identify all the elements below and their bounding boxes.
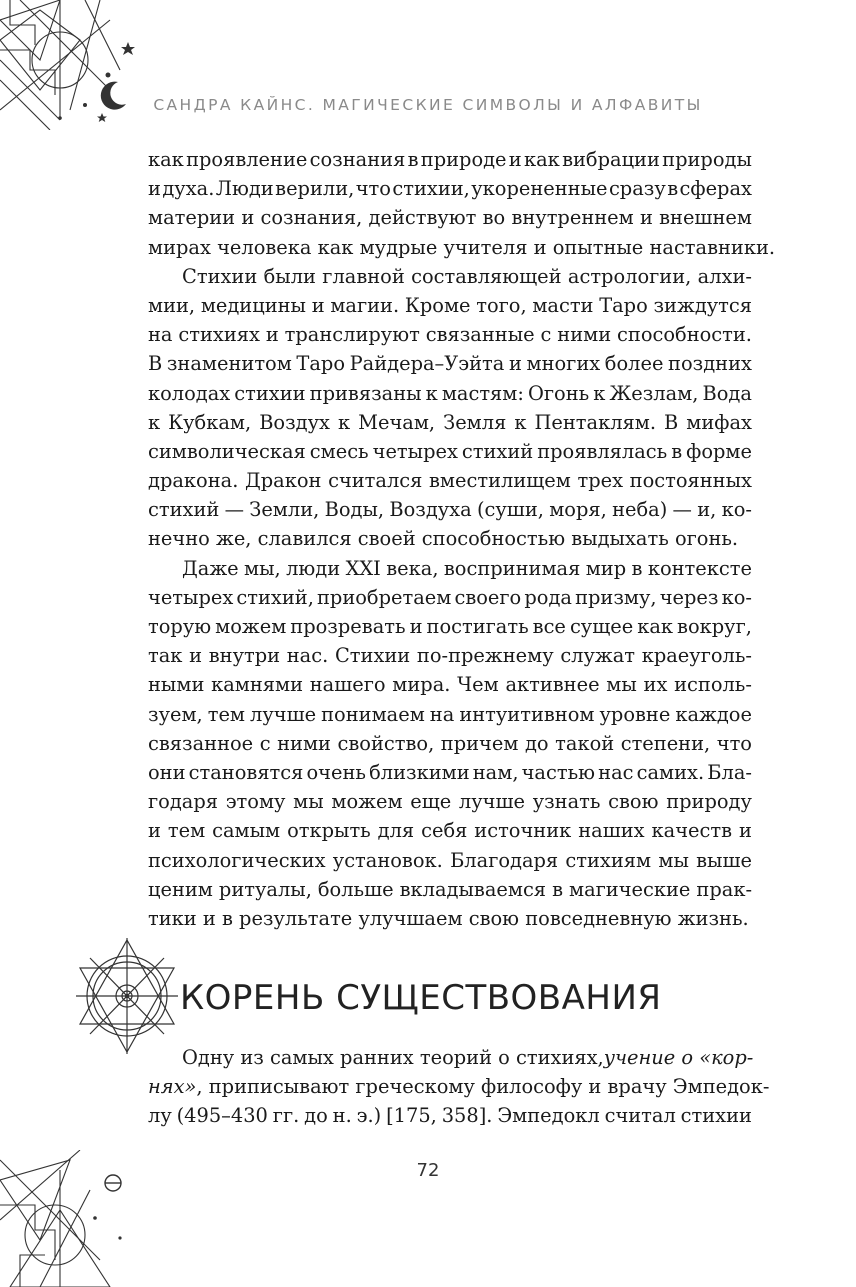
- word: на: [148, 323, 173, 347]
- text-line: [148, 233, 776, 262]
- word: наших: [578, 819, 645, 843]
- word: и: [241, 206, 255, 230]
- text-line: [148, 787, 752, 816]
- word: ко-: [721, 498, 752, 522]
- word: жизнь.: [677, 906, 749, 930]
- word: через: [659, 585, 719, 609]
- word: во: [482, 206, 506, 230]
- word: ритуалы,: [218, 877, 312, 901]
- word: как: [317, 235, 360, 259]
- word: их: [643, 673, 668, 697]
- word: символическая: [148, 439, 306, 463]
- word: рода: [524, 585, 572, 609]
- word: до: [304, 1104, 328, 1128]
- word: Мечам,: [358, 410, 436, 434]
- word: духа.: [162, 177, 215, 201]
- word: как: [637, 615, 674, 638]
- word: с: [259, 731, 271, 755]
- word: ценим: [148, 877, 213, 901]
- word: степени,: [620, 731, 711, 755]
- word: и: [148, 819, 161, 843]
- word: природе: [420, 148, 507, 171]
- text-line: [148, 1101, 752, 1130]
- word: прозревать: [290, 615, 406, 638]
- word: считал: [604, 1104, 676, 1128]
- word: Люди: [215, 177, 274, 201]
- word: знаменитом: [166, 352, 292, 376]
- word: и: [508, 148, 522, 171]
- word: нас: [598, 760, 634, 784]
- text-line: [148, 349, 752, 378]
- word: [175,: [386, 1104, 437, 1128]
- word: Благодаря: [450, 848, 559, 872]
- word: к: [425, 381, 438, 405]
- word: нас.: [286, 644, 329, 668]
- page-number: 72: [416, 1160, 440, 1181]
- word: воспринимая: [443, 556, 581, 580]
- word: в: [667, 177, 679, 201]
- word: века,: [386, 556, 439, 580]
- word: и: [265, 323, 279, 347]
- word: многих: [526, 352, 601, 376]
- word: что: [716, 731, 752, 755]
- word: материи: [148, 206, 236, 230]
- word: считался: [328, 469, 423, 493]
- word: в: [552, 877, 563, 901]
- word: н.: [332, 1104, 352, 1128]
- text-line: [148, 291, 752, 320]
- word: вкладываемся: [399, 877, 547, 901]
- word: и: [533, 235, 553, 259]
- word: к: [338, 410, 351, 434]
- section-heading-row: [76, 938, 776, 1058]
- word: качеств: [651, 819, 733, 843]
- word: и: [508, 352, 522, 376]
- word: Даже: [182, 556, 239, 580]
- word: исполь-: [674, 673, 752, 697]
- text-line: [148, 816, 752, 845]
- word: Стихии: [182, 264, 258, 288]
- word: мифах: [686, 410, 752, 434]
- text-line: [148, 875, 752, 904]
- word: того,: [476, 293, 527, 317]
- word: алхи-: [697, 264, 752, 288]
- word: стихий,: [236, 585, 314, 609]
- word: Дракон: [244, 469, 322, 493]
- word: до: [524, 731, 549, 755]
- word: очень: [306, 760, 366, 784]
- word: как: [148, 148, 184, 171]
- word: XXI: [345, 556, 381, 580]
- word: —: [672, 498, 692, 522]
- word: постигать: [426, 615, 529, 638]
- text-fragment: , приписывают греческому философу и врачу Эмпедок-: [196, 1075, 770, 1099]
- word: выше: [696, 848, 752, 872]
- text-line: [148, 1072, 770, 1101]
- word: к: [148, 410, 161, 434]
- word: стихиям: [565, 848, 652, 872]
- word: медицины: [200, 293, 306, 317]
- word: Стихии: [334, 644, 411, 668]
- word: Таро: [296, 352, 346, 376]
- word: Воды,: [324, 498, 385, 522]
- word: и: [738, 819, 752, 843]
- word: Пентаклям.: [534, 410, 656, 434]
- word: стихии: [234, 381, 306, 405]
- word: в: [407, 148, 419, 171]
- section-heading: КОРЕНЬ СУЩЕСТВОВАНИЯ: [180, 978, 662, 1018]
- text-line: [148, 145, 752, 174]
- word: учителя: [443, 235, 534, 259]
- word: астрологии,: [567, 264, 692, 288]
- word: психологических: [148, 848, 326, 872]
- word: способности.: [617, 323, 752, 347]
- word: причем: [440, 731, 519, 755]
- word: Земли,: [249, 498, 320, 522]
- word: главной: [322, 264, 405, 288]
- text-line: [148, 466, 752, 495]
- word: Чем: [457, 673, 499, 697]
- word: открыть: [287, 819, 371, 843]
- word: краеуголь-: [641, 644, 752, 668]
- text-line: [148, 320, 752, 349]
- word: становятся: [188, 760, 304, 784]
- word: ними: [557, 323, 612, 347]
- word: этому: [225, 790, 286, 814]
- word: мы,: [244, 556, 281, 580]
- word: Воздуха: [389, 498, 472, 522]
- word: себя: [421, 819, 468, 843]
- word: в: [631, 556, 643, 580]
- text-line: [148, 554, 752, 583]
- word: своего: [454, 585, 522, 609]
- text-line: [148, 379, 752, 408]
- word: своей: [357, 527, 422, 551]
- word: мы: [658, 848, 689, 872]
- word: транслируют: [284, 323, 420, 347]
- word: магии.: [330, 293, 400, 317]
- word: торую: [148, 615, 212, 638]
- word: понимаем: [321, 702, 425, 726]
- word: тики: [148, 906, 203, 930]
- word: тем: [167, 819, 206, 843]
- word: Эмпедокл: [497, 1104, 600, 1128]
- word: масти: [532, 293, 594, 317]
- word: сознания,: [260, 206, 363, 230]
- word: Бла-: [707, 760, 752, 784]
- word: источник: [474, 819, 572, 843]
- word: славился: [257, 527, 358, 551]
- word: связанное: [148, 731, 254, 755]
- word: контексте: [647, 556, 752, 580]
- word: улучшаем: [358, 906, 469, 930]
- word: сразу: [608, 177, 666, 201]
- text-line: [148, 495, 752, 524]
- word: ными: [148, 673, 205, 697]
- word: более: [604, 352, 664, 376]
- word: стихии,: [392, 177, 470, 201]
- word: прак-: [696, 877, 752, 901]
- word: колодах: [148, 381, 231, 405]
- word: зиждутся: [653, 293, 752, 317]
- word: так: [148, 644, 183, 668]
- word: мии,: [148, 293, 196, 317]
- word: (495–430: [176, 1104, 268, 1128]
- alchemical-circle-emblem-icon: [76, 938, 178, 1054]
- text-fragment: Одну из самых ранних теорий о стихиях,: [182, 1046, 604, 1069]
- word: к: [514, 410, 527, 434]
- word: составляющей: [411, 264, 562, 288]
- word: стихиях: [178, 323, 260, 347]
- word: ними: [277, 731, 331, 755]
- word: мирах: [148, 235, 218, 259]
- word: человека: [217, 235, 318, 259]
- word: же,: [215, 527, 258, 551]
- word: моря,: [549, 498, 607, 522]
- word: и: [202, 906, 222, 930]
- text-line: [148, 758, 752, 787]
- word: мира.: [392, 673, 451, 697]
- word: свою: [608, 790, 659, 814]
- word: —: [224, 498, 244, 522]
- word: смесь: [309, 439, 369, 463]
- word: наставники.: [649, 235, 776, 259]
- word: в: [221, 906, 240, 930]
- word: вокруг,: [677, 615, 752, 638]
- word: повседневную: [525, 906, 678, 930]
- word: дракона.: [148, 469, 239, 493]
- text-line: [148, 904, 752, 933]
- word: стихий: [461, 439, 534, 463]
- word: мастям:: [441, 381, 524, 405]
- text-line: [148, 729, 752, 758]
- body-text: [148, 145, 776, 933]
- word: огонь.: [674, 527, 739, 551]
- word: В: [664, 410, 679, 434]
- text-line: [148, 700, 752, 729]
- running-head: САНДРА КАЙНС. МАГИЧЕСКИЕ СИМВОЛЫ И АЛФАВИТЫ: [153, 96, 703, 114]
- word: камнями: [211, 673, 304, 697]
- word: Воздух: [259, 410, 330, 434]
- word: и: [409, 615, 423, 638]
- word: в: [671, 439, 683, 463]
- word: свою: [468, 906, 526, 930]
- word: 358].: [441, 1104, 493, 1128]
- word: нечно: [148, 527, 216, 551]
- word: с: [540, 323, 552, 347]
- word: и: [148, 177, 161, 201]
- word: вибрации: [562, 148, 660, 171]
- word: были: [263, 264, 316, 288]
- word: мы: [606, 673, 637, 697]
- word: и: [639, 206, 653, 230]
- text-line: [148, 846, 752, 875]
- word: лучше: [458, 790, 525, 814]
- word: лу: [148, 1104, 172, 1128]
- text-line: [148, 1043, 752, 1072]
- word: самих.: [636, 760, 705, 784]
- word: сферах: [679, 177, 752, 201]
- word: Земля: [443, 410, 507, 434]
- word: четырех: [148, 585, 234, 609]
- word: нам,: [472, 760, 519, 784]
- word: природы: [662, 148, 752, 171]
- word: опытные: [552, 235, 650, 259]
- word: форме: [686, 439, 752, 463]
- word: лучше: [250, 702, 317, 726]
- word: вместилищем: [429, 469, 571, 493]
- word: приобретаем: [317, 585, 452, 609]
- word: э.): [356, 1104, 382, 1128]
- word: частью: [521, 760, 596, 784]
- word: для: [377, 819, 415, 843]
- word: внутри: [208, 644, 281, 668]
- word: активнее: [505, 673, 600, 697]
- word: они: [148, 760, 186, 784]
- word: стихий: [148, 498, 220, 522]
- word: нашего: [309, 673, 386, 697]
- word: люди: [286, 556, 341, 580]
- word: действуют: [368, 206, 477, 230]
- word: самым: [212, 819, 281, 843]
- word: призму,: [575, 585, 657, 609]
- word: привязаны: [309, 381, 422, 405]
- word: годаря: [148, 790, 218, 814]
- word: проявлялась: [537, 439, 668, 463]
- text-line: [148, 612, 752, 641]
- word: что: [355, 177, 391, 201]
- word: сознания: [309, 148, 406, 171]
- word: можем: [215, 615, 287, 638]
- italic-term: учение о «кор-: [603, 1046, 754, 1069]
- word: больше: [317, 877, 394, 901]
- word: еще: [410, 790, 452, 814]
- word: укорененные: [471, 177, 608, 201]
- word: свойство,: [337, 731, 435, 755]
- text-line: [148, 262, 752, 291]
- word: проявление: [186, 148, 308, 171]
- word: каждое: [675, 702, 752, 726]
- word: интуитивном: [459, 702, 595, 726]
- text-line: [148, 174, 752, 203]
- word: ко-: [721, 585, 752, 609]
- word: мы: [293, 790, 324, 814]
- word: и,: [697, 498, 717, 522]
- word: сущее: [569, 615, 634, 638]
- word: внутреннем: [511, 206, 634, 230]
- word: все: [532, 615, 566, 638]
- word: зуем,: [148, 702, 203, 726]
- word: узнать: [532, 790, 601, 814]
- word: и: [311, 293, 325, 317]
- theta-symbol-icon: [105, 1175, 121, 1191]
- word: результате: [239, 906, 359, 930]
- word: трех: [577, 469, 624, 493]
- word: уровне: [599, 702, 671, 726]
- word: Огонь: [527, 381, 590, 405]
- word: к: [593, 381, 606, 405]
- word: связанные: [425, 323, 535, 347]
- word: природу: [666, 790, 752, 814]
- word: Райдера–Уэйта: [349, 352, 505, 376]
- geometric-ornament-icon: [0, 1150, 140, 1287]
- word: четырех: [372, 439, 458, 463]
- word: мир: [585, 556, 627, 580]
- text-line: [148, 524, 752, 553]
- word: неба): [612, 498, 668, 522]
- word: постоянных: [629, 469, 752, 493]
- word: служат: [560, 644, 636, 668]
- text-line: [148, 203, 752, 232]
- word: можем: [331, 790, 403, 814]
- word: (суши,: [476, 498, 544, 522]
- word: и: [189, 644, 203, 668]
- word: мудрые: [359, 235, 444, 259]
- section-body-text: [148, 1043, 770, 1131]
- text-line: [148, 583, 752, 612]
- text-line: [148, 408, 752, 437]
- word: Таро: [599, 293, 648, 317]
- word: Вода: [702, 381, 752, 405]
- text-line: [148, 670, 752, 699]
- word: стихии: [680, 1104, 752, 1128]
- word: магические: [569, 877, 691, 901]
- text-line: [148, 437, 752, 466]
- word: верили,: [275, 177, 355, 201]
- word: тем: [207, 702, 246, 726]
- word: установок.: [332, 848, 443, 872]
- word: Кубкам,: [168, 410, 252, 434]
- word: по-прежнему: [416, 644, 554, 668]
- text-line: [148, 641, 752, 670]
- word: Жезлам,: [609, 381, 699, 405]
- word: выдыхать: [571, 527, 675, 551]
- word: гг.: [272, 1104, 300, 1128]
- word: как: [524, 148, 560, 171]
- word: на: [429, 702, 455, 726]
- word: способностью: [421, 527, 572, 551]
- word: внешнем: [659, 206, 752, 230]
- word: такой: [555, 731, 615, 755]
- italic-term: нях»: [148, 1075, 197, 1099]
- word: В: [148, 352, 163, 376]
- word: Кроме: [404, 293, 471, 317]
- word: поздних: [668, 352, 752, 376]
- word: близкими: [369, 760, 470, 784]
